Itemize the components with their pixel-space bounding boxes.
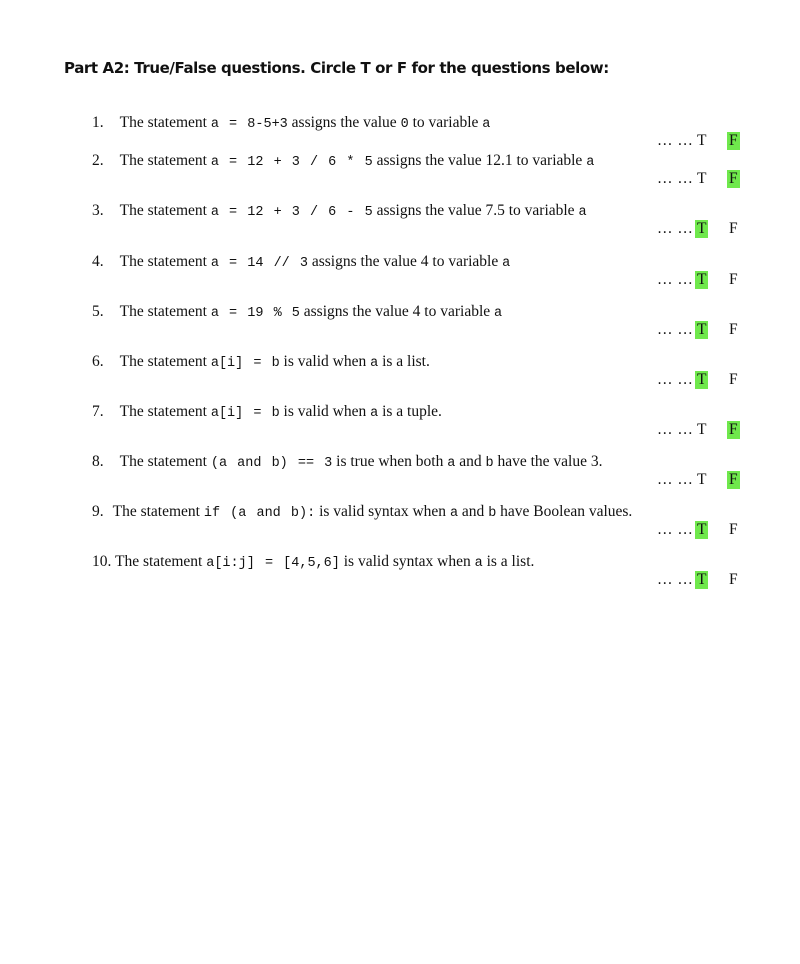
- code-snippet: a = 19 % 5: [210, 306, 300, 321]
- text-segment: is valid syntax when: [339, 553, 475, 570]
- question-7: [92, 403, 772, 447]
- question-statement: [92, 202, 587, 222]
- option-true[interactable]: T: [697, 321, 707, 338]
- option-true[interactable]: T: [697, 371, 707, 388]
- question-number: 10.: [92, 553, 112, 570]
- question-number: 1.: [92, 114, 104, 131]
- question-statement: [92, 253, 510, 273]
- option-false[interactable]: F: [729, 170, 738, 187]
- option-false[interactable]: F: [729, 421, 738, 438]
- answer-choices: [657, 132, 772, 152]
- text-segment: is a list.: [378, 353, 430, 370]
- option-false[interactable]: F: [729, 220, 738, 237]
- answer-dots: … …: [657, 421, 694, 438]
- text-segment: assigns the value 7.5 to variable: [372, 202, 579, 219]
- answer-choices: [657, 220, 772, 240]
- answer-choices: [657, 471, 772, 491]
- code-snippet: a: [494, 306, 503, 321]
- code-snippet: a = 8-5+3: [210, 117, 288, 132]
- text-segment: have Boolean values.: [496, 503, 633, 520]
- question-number: 9.: [92, 503, 104, 520]
- text-segment: The statement: [119, 202, 211, 219]
- code-snippet: a[i] = b: [210, 406, 280, 421]
- option-true[interactable]: T: [697, 132, 707, 149]
- answer-dots: … …: [657, 521, 694, 538]
- answer-choices: [657, 170, 772, 190]
- option-true[interactable]: T: [697, 271, 707, 288]
- text-segment: The statement: [112, 503, 204, 520]
- answer-choices: [657, 321, 772, 341]
- code-snippet: b: [485, 456, 494, 471]
- code-snippet: a: [586, 155, 595, 170]
- option-true[interactable]: T: [697, 571, 707, 588]
- question-statement: [92, 353, 430, 373]
- code-snippet: 0: [400, 117, 409, 132]
- text-segment: assigns the value 4 to variable: [299, 303, 495, 320]
- text-segment: is true when both: [332, 453, 448, 470]
- code-snippet: a[i:j] = [4,5,6]: [206, 556, 340, 571]
- code-snippet: a = 14 // 3: [210, 256, 308, 271]
- text-segment: assigns the value 12.1 to variable: [372, 152, 587, 169]
- option-false[interactable]: F: [729, 321, 738, 338]
- code-snippet: a: [449, 506, 459, 521]
- option-true[interactable]: T: [697, 220, 707, 237]
- question-number: 5.: [92, 303, 104, 320]
- question-statement: [92, 403, 442, 423]
- question-statement: [92, 453, 602, 473]
- answer-dots: … …: [657, 220, 694, 237]
- question-number: 4.: [92, 253, 104, 270]
- code-snippet: a: [370, 406, 379, 421]
- answer-choices: [657, 571, 772, 591]
- answer-choices: [657, 421, 772, 441]
- text-segment: The statement: [119, 353, 211, 370]
- answer-choices: [657, 371, 772, 391]
- question-10: [92, 553, 772, 597]
- answer-dots: … …: [657, 321, 694, 338]
- question-statement: [92, 114, 490, 134]
- answer-dots: … …: [657, 271, 694, 288]
- answer-dots: … …: [657, 371, 694, 388]
- text-segment: is valid when: [279, 353, 371, 370]
- option-true[interactable]: T: [697, 170, 707, 187]
- question-8: [92, 453, 772, 497]
- text-segment: The statement: [119, 253, 211, 270]
- code-snippet: a: [370, 356, 379, 371]
- code-snippet: a = 12 + 3 / 6 * 5: [210, 155, 373, 170]
- question-number: 3.: [92, 202, 104, 219]
- option-true[interactable]: T: [697, 471, 707, 488]
- option-true[interactable]: T: [697, 421, 707, 438]
- text-segment: and: [455, 453, 486, 470]
- text-segment: to variable: [408, 114, 483, 131]
- code-snippet: b: [488, 506, 497, 521]
- option-false[interactable]: F: [729, 521, 738, 538]
- code-snippet: a = 12 + 3 / 6 - 5: [210, 205, 373, 220]
- question-number: 6.: [92, 353, 104, 370]
- question-statement: [92, 553, 534, 573]
- answer-dots: … …: [657, 571, 694, 588]
- text-segment: is a list.: [482, 553, 535, 570]
- question-number: 7.: [92, 403, 104, 420]
- question-9: [92, 503, 772, 547]
- text-segment: is valid when: [279, 403, 371, 420]
- option-false[interactable]: F: [729, 571, 738, 588]
- option-false[interactable]: F: [729, 371, 738, 388]
- answer-dots: … …: [657, 132, 694, 149]
- question-number: 2.: [92, 152, 104, 169]
- text-segment: assigns the value: [287, 114, 401, 131]
- text-segment: is a tuple.: [378, 403, 442, 420]
- option-false[interactable]: F: [729, 471, 738, 488]
- question-5: [92, 303, 772, 347]
- text-segment: have the value 3.: [493, 453, 603, 470]
- code-snippet: if (a and b):: [203, 506, 316, 521]
- question-statement: [92, 152, 594, 172]
- question-number: 8.: [92, 453, 104, 470]
- option-false[interactable]: F: [729, 271, 738, 288]
- code-snippet: a: [502, 256, 511, 271]
- text-segment: is valid syntax when: [315, 503, 450, 520]
- code-snippet: a: [447, 456, 456, 471]
- answer-dots: … …: [657, 471, 694, 488]
- code-snippet: a: [578, 205, 587, 220]
- question-6: [92, 353, 772, 397]
- question-statement: [92, 503, 632, 523]
- text-segment: The statement: [119, 453, 211, 470]
- code-snippet: a: [482, 117, 491, 132]
- text-segment: The statement: [119, 114, 211, 131]
- answer-choices: [657, 271, 772, 291]
- text-segment: and: [458, 503, 489, 520]
- section-heading: Part A2: True/False questions. Circle T or F for the questions below:: [64, 59, 609, 77]
- question-4: [92, 253, 772, 297]
- question-statement: [92, 303, 502, 323]
- option-false[interactable]: F: [729, 132, 738, 149]
- code-snippet: (a and b) == 3: [210, 456, 333, 471]
- code-snippet: a: [474, 556, 483, 571]
- answer-choices: [657, 521, 772, 541]
- question-3: [92, 202, 772, 246]
- option-true[interactable]: T: [697, 521, 707, 538]
- code-snippet: a[i] = b: [210, 356, 280, 371]
- text-segment: The statement: [119, 403, 211, 420]
- question-2: [92, 152, 772, 196]
- answer-dots: … …: [657, 170, 694, 187]
- text-segment: The statement: [114, 553, 207, 570]
- text-segment: The statement: [119, 152, 211, 169]
- text-segment: The statement: [119, 303, 211, 320]
- text-segment: assigns the value 4 to variable: [307, 253, 503, 270]
